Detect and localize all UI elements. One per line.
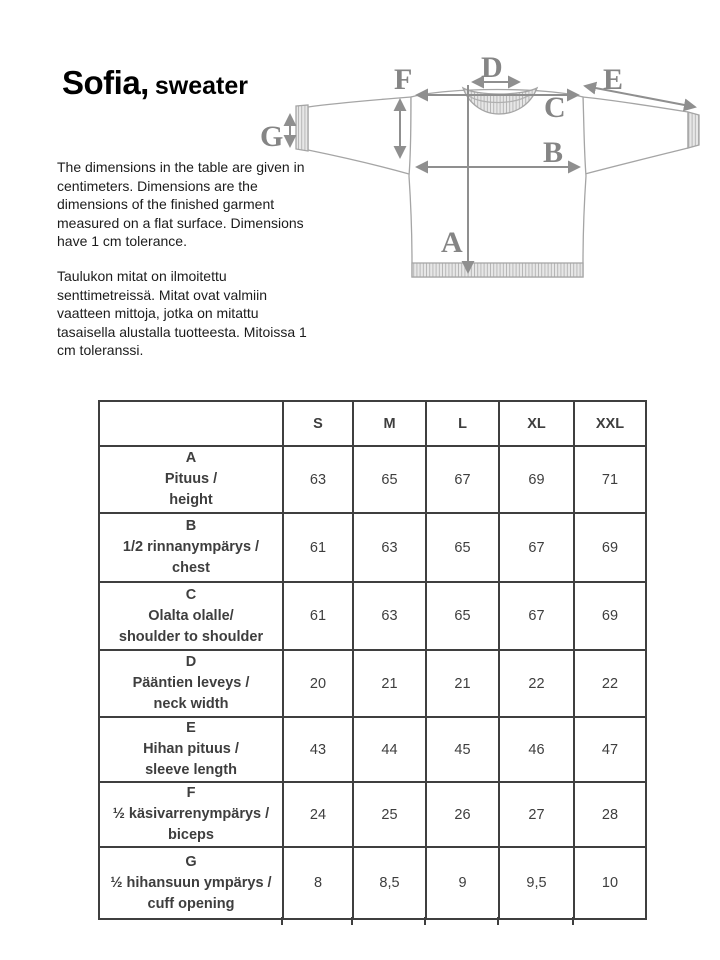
row-name-en: sleeve length <box>145 762 237 778</box>
table-row-c <box>99 582 646 650</box>
value-cell: 67 <box>499 513 574 582</box>
value-cell: 22 <box>499 650 574 717</box>
value-cell: 9 <box>426 847 499 919</box>
row-name-fi: Hihan pituus / <box>143 741 239 757</box>
row-name-fi: ½ käsivarrenympärys / <box>112 806 270 822</box>
value-cell: 71 <box>574 446 646 513</box>
product-name: Sofia, <box>62 64 149 101</box>
row-name-en: neck width <box>153 696 229 712</box>
corner-cell <box>99 401 283 446</box>
row-label-b <box>99 513 283 582</box>
value-cell: 28 <box>574 782 646 847</box>
row-letter: C <box>185 586 197 603</box>
table-row-f <box>99 782 646 847</box>
size-table-header-row <box>99 401 646 446</box>
table-row-b <box>99 513 646 582</box>
row-name-fi: Pituus / <box>164 471 218 487</box>
size-header-xxl: XXL <box>574 401 646 446</box>
value-cell: 61 <box>283 582 353 650</box>
row-label-f <box>99 782 283 847</box>
value-cell: 44 <box>353 717 426 782</box>
value-cell: 63 <box>353 582 426 650</box>
table-divider-tail <box>572 917 574 925</box>
diagram-label-f: F <box>394 63 413 96</box>
value-cell: 20 <box>283 650 353 717</box>
value-cell: 69 <box>574 582 646 650</box>
diagram-label-e: E <box>603 63 624 96</box>
row-name-fi: 1/2 rinnanympärys / <box>122 539 260 555</box>
row-letter: E <box>186 720 196 736</box>
diagram-label-c: C <box>544 91 566 124</box>
size-header-m: M <box>353 401 426 446</box>
row-label-d <box>99 650 283 717</box>
size-header-xl: XL <box>499 401 574 446</box>
row-name-en: biceps <box>168 827 214 843</box>
value-cell: 65 <box>426 582 499 650</box>
row-letter: B <box>185 518 197 534</box>
row-name-fi: Olalta olalle/ <box>148 607 234 624</box>
value-cell: 45 <box>426 717 499 782</box>
table-row-e <box>99 717 646 782</box>
value-cell: 65 <box>353 446 426 513</box>
diagram-label-a: A <box>441 226 463 259</box>
value-cell: 61 <box>283 513 353 582</box>
row-name-en: chest <box>172 560 210 576</box>
table-row-a <box>99 446 646 513</box>
row-label-a <box>99 446 283 513</box>
page-title <box>62 66 248 99</box>
table-divider-tail <box>351 917 353 925</box>
sweater-left-cuff-rib <box>296 105 308 151</box>
row-letter: A <box>185 450 197 466</box>
row-label-c <box>99 582 283 650</box>
value-cell: 27 <box>499 782 574 847</box>
value-cell: 43 <box>283 717 353 782</box>
row-name-en: cuff opening <box>147 895 235 912</box>
size-header-l: L <box>426 401 499 446</box>
value-cell: 21 <box>353 650 426 717</box>
diagram-label-d: D <box>481 51 503 84</box>
row-label-e <box>99 717 283 782</box>
value-cell: 26 <box>426 782 499 847</box>
size-header-s: S <box>283 401 353 446</box>
diagram-label-b: B <box>543 136 564 169</box>
table-divider-tail <box>497 917 499 925</box>
row-letter: D <box>185 654 197 670</box>
row-name-fi: Pääntien leveys / <box>132 675 250 691</box>
sweater-measurement-diagram <box>250 38 720 290</box>
value-cell: 67 <box>499 582 574 650</box>
value-cell: 9,5 <box>499 847 574 919</box>
row-name-en: shoulder to shoulder <box>118 628 264 645</box>
row-letter: F <box>186 785 196 801</box>
value-cell: 22 <box>574 650 646 717</box>
value-cell: 10 <box>574 847 646 919</box>
row-name-en: height <box>169 492 213 508</box>
sweater-left-sleeve <box>308 97 411 174</box>
value-cell: 8 <box>283 847 353 919</box>
value-cell: 65 <box>426 513 499 582</box>
sweater-right-sleeve <box>583 97 688 174</box>
size-table <box>98 400 647 920</box>
row-letter: G <box>185 853 197 870</box>
table-divider-tail <box>281 917 283 925</box>
value-cell: 63 <box>283 446 353 513</box>
value-cell: 67 <box>426 446 499 513</box>
table-row-d <box>99 650 646 717</box>
row-label-g <box>99 847 283 919</box>
intro-paragraph-finnish: Taulukon mitat on ilmoitettu senttimetreissä. Mitat ovat valmiin vaatteen mittoja, jotka on mitattu tasaisella alustalla tuotteesta. Mitoissa 1 cm toleranssi. <box>57 268 307 358</box>
value-cell: 8,5 <box>353 847 426 919</box>
value-cell: 46 <box>499 717 574 782</box>
table-divider-tail <box>424 917 426 925</box>
value-cell: 47 <box>574 717 646 782</box>
intro-paragraph-english: The dimensions in the table are given in centimeters. Dimensions are the dimensions of the finished garment measured on a flat surface. Dimensions have 1 cm tolerance. <box>57 159 305 249</box>
value-cell: 25 <box>353 782 426 847</box>
sweater-hem-rib <box>412 263 583 277</box>
value-cell: 21 <box>426 650 499 717</box>
product-type: sweater <box>154 72 248 100</box>
value-cell: 69 <box>499 446 574 513</box>
value-cell: 63 <box>353 513 426 582</box>
row-name-fi: ½ hihansuun ympärys / <box>110 874 272 891</box>
value-cell: 24 <box>283 782 353 847</box>
table-row-g <box>99 847 646 919</box>
sweater-outline <box>296 88 699 277</box>
diagram-label-g: G <box>260 120 284 153</box>
value-cell: 69 <box>574 513 646 582</box>
sweater-right-cuff-rib <box>688 112 699 148</box>
